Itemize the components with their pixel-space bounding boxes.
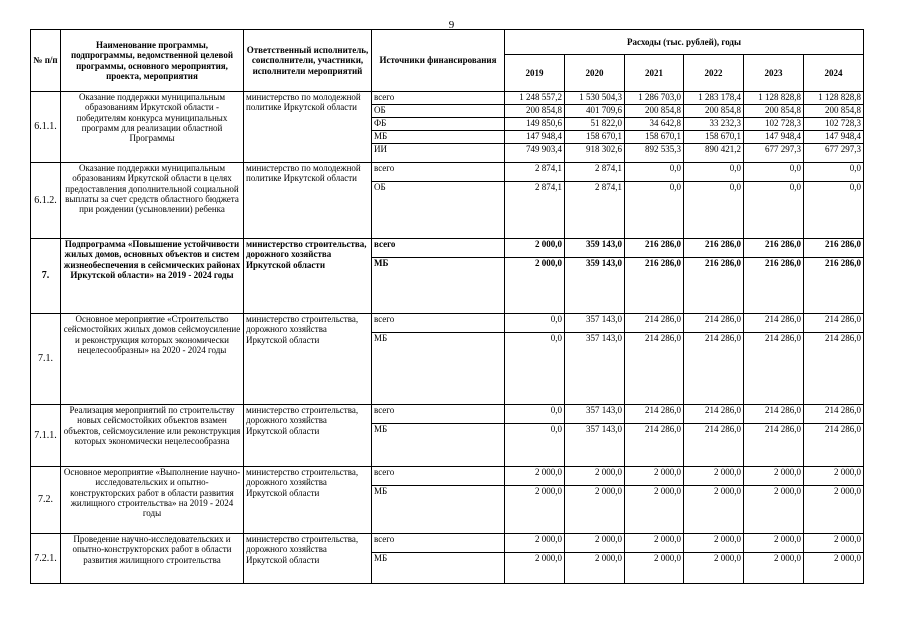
responsible-executor: министерство строительства, дорожного хозяйства Иркутской области [244, 405, 372, 467]
funding-source: ФБ [372, 118, 505, 131]
expense-value: 0,0 [505, 424, 565, 467]
header-year: 2023 [744, 55, 804, 92]
item-name: Основное мероприятие «Строительство сейсмостойких жилых домов сейсмоусиление и реконструкция которых экономически нецелесообразны» на 2020 - 2024 годы [61, 314, 244, 405]
expense-value: 158 670,1 [684, 131, 744, 144]
expense-value: 33 232,3 [684, 118, 744, 131]
expense-value: 214 286,0 [804, 333, 864, 405]
expense-value: 1 248 557,2 [505, 92, 565, 105]
header-responsible: Ответственный исполнитель, соисполнители, участники, исполнители мероприятий [244, 30, 372, 92]
expense-value: 200 854,8 [625, 105, 684, 118]
header-year: 2020 [565, 55, 625, 92]
expense-value: 0,0 [505, 405, 565, 424]
expense-value: 2 000,0 [505, 553, 565, 584]
expense-value: 1 286 703,0 [625, 92, 684, 105]
header-year: 2019 [505, 55, 565, 92]
item-name: Оказание поддержки муниципальным образованиям Иркутской области в целях предоставления дополнительной социальной выплаты за счет средств областного бюджета при рождении (усыновлении) ребенка [61, 163, 244, 239]
funding-source: всего [372, 405, 505, 424]
expense-value: 214 286,0 [625, 405, 684, 424]
responsible-executor: министерство по молодежной политике Иркутской области [244, 163, 372, 239]
expense-value: 2 000,0 [625, 534, 684, 553]
table-row [31, 314, 864, 333]
expense-value: 2 000,0 [744, 486, 804, 534]
expense-value: 2 000,0 [804, 486, 864, 534]
responsible-executor: министерство строительства, дорожного хозяйства Иркутской области [244, 314, 372, 405]
expense-value: 200 854,8 [804, 105, 864, 118]
funding-source: МБ [372, 258, 505, 314]
expense-value: 2 000,0 [625, 486, 684, 534]
expense-value: 2 000,0 [505, 239, 565, 258]
expense-value: 2 000,0 [744, 553, 804, 584]
expense-value: 200 854,8 [684, 105, 744, 118]
item-name: Оказание поддержки муниципальным образованиям Иркутской области - победителям конкурса муниципальных программ для реализации областной Программы [61, 92, 244, 163]
expense-value: 0,0 [744, 182, 804, 239]
table-row [31, 92, 864, 105]
item-number: 6.1.1. [31, 92, 61, 163]
expense-value: 214 286,0 [804, 424, 864, 467]
expense-value: 214 286,0 [744, 314, 804, 333]
expense-value: 214 286,0 [804, 405, 864, 424]
expense-value: 147 948,4 [744, 131, 804, 144]
expense-value: 216 286,0 [804, 239, 864, 258]
table-row [31, 534, 864, 553]
expense-value: 214 286,0 [625, 314, 684, 333]
responsible-executor: министерство строительства, дорожного хозяйства Иркутской области [244, 467, 372, 534]
funding-source: всего [372, 467, 505, 486]
expense-value: 0,0 [684, 182, 744, 239]
expense-value: 2 874,1 [505, 163, 565, 182]
expense-value: 200 854,8 [505, 105, 565, 118]
expense-value: 359 143,0 [565, 258, 625, 314]
table-row [31, 163, 864, 182]
expense-value: 34 642,8 [625, 118, 684, 131]
expense-value: 890 421,2 [684, 144, 744, 163]
expense-value: 2 000,0 [804, 534, 864, 553]
expense-value: 216 286,0 [804, 258, 864, 314]
expense-value: 102 728,3 [804, 118, 864, 131]
table-row [31, 239, 864, 258]
expense-value: 2 000,0 [744, 534, 804, 553]
expense-value: 216 286,0 [625, 239, 684, 258]
expense-value: 2 000,0 [565, 486, 625, 534]
expense-value: 2 000,0 [625, 553, 684, 584]
expense-value: 677 297,3 [804, 144, 864, 163]
header-year: 2021 [625, 55, 684, 92]
expense-value: 216 286,0 [744, 258, 804, 314]
expense-value: 0,0 [505, 333, 565, 405]
expense-value: 214 286,0 [625, 333, 684, 405]
funding-source: ОБ [372, 182, 505, 239]
expense-value: 200 854,8 [744, 105, 804, 118]
expense-value: 149 850,6 [505, 118, 565, 131]
expense-value: 214 286,0 [684, 424, 744, 467]
expense-value: 214 286,0 [684, 314, 744, 333]
funding-source: МБ [372, 131, 505, 144]
page-number: 9 [448, 19, 455, 31]
expense-value: 1 128 828,8 [804, 92, 864, 105]
header-year: 2022 [684, 55, 744, 92]
expense-value: 147 948,4 [505, 131, 565, 144]
funding-source: МБ [372, 424, 505, 467]
expense-value: 357 143,0 [565, 333, 625, 405]
item-number: 7. [31, 239, 61, 314]
expense-value: 51 822,0 [565, 118, 625, 131]
funding-source: МБ [372, 553, 505, 584]
expense-value: 216 286,0 [625, 258, 684, 314]
header-name: Наименование программы, подпрограммы, ведомственной целевой программы, основного мероприятия, проекта, мероприятия [61, 30, 244, 92]
funding-source: всего [372, 163, 505, 182]
responsible-executor: министерство строительства, дорожного хозяйства Иркутской области [244, 534, 372, 584]
expense-value: 0,0 [505, 314, 565, 333]
funding-source: всего [372, 534, 505, 553]
expense-value: 2 000,0 [505, 486, 565, 534]
expense-value: 214 286,0 [744, 405, 804, 424]
expense-value: 0,0 [804, 182, 864, 239]
expense-value: 677 297,3 [744, 144, 804, 163]
table-row [31, 467, 864, 486]
funding-source: всего [372, 239, 505, 258]
expense-value: 0,0 [625, 163, 684, 182]
item-name: Проведение научно-исследовательских и опытно-конструкторских работ в области развития жилищного строительства [61, 534, 244, 584]
header-num: № п/п [31, 30, 61, 92]
funding-source: ОБ [372, 105, 505, 118]
expense-value: 357 143,0 [565, 405, 625, 424]
expense-value: 216 286,0 [744, 239, 804, 258]
funding-source: всего [372, 314, 505, 333]
header-year: 2024 [804, 55, 864, 92]
expense-value: 2 000,0 [684, 534, 744, 553]
expense-value: 1 128 828,8 [744, 92, 804, 105]
expense-value: 2 000,0 [804, 553, 864, 584]
expense-value: 2 000,0 [744, 467, 804, 486]
expense-value: 214 286,0 [684, 333, 744, 405]
expense-value: 892 535,3 [625, 144, 684, 163]
expense-value: 102 728,3 [744, 118, 804, 131]
item-name: Реализация мероприятий по строительству новых сейсмостойких объектов взамен объектов, сейсмоусиление или реконструкция которых экономически нецелесообразна [61, 405, 244, 467]
funding-source: всего [372, 92, 505, 105]
item-number: 6.1.2. [31, 163, 61, 239]
expense-value: 214 286,0 [625, 424, 684, 467]
funding-source: МБ [372, 333, 505, 405]
expense-value: 2 874,1 [505, 182, 565, 239]
expense-value: 2 000,0 [565, 553, 625, 584]
funding-source: МБ [372, 486, 505, 534]
expense-value: 158 670,1 [625, 131, 684, 144]
expense-value: 0,0 [744, 163, 804, 182]
item-number: 7.2. [31, 467, 61, 534]
responsible-executor: министерство строительства, дорожного хозяйства Иркутской области [244, 239, 372, 314]
expense-value: 214 286,0 [804, 314, 864, 333]
expense-value: 359 143,0 [565, 239, 625, 258]
item-name: Основное мероприятие «Выполнение научно-исследовательских и опытно-конструкторских работ в области развития жилищного строительства» на 2019 - 2024 годы [61, 467, 244, 534]
table-row [31, 405, 864, 424]
expense-value: 401 709,6 [565, 105, 625, 118]
expense-value: 158 670,1 [565, 131, 625, 144]
expense-value: 357 143,0 [565, 424, 625, 467]
expense-value: 2 000,0 [684, 467, 744, 486]
expense-value: 749 903,4 [505, 144, 565, 163]
header-sources: Источники финансирования [372, 30, 505, 92]
header-expenses: Расходы (тыс. рублей), годы [505, 30, 864, 55]
expense-value: 0,0 [625, 182, 684, 239]
expense-value: 1 283 178,4 [684, 92, 744, 105]
expense-value: 0,0 [804, 163, 864, 182]
funding-source: ИИ [372, 144, 505, 163]
expense-value: 2 000,0 [565, 467, 625, 486]
expense-value: 214 286,0 [744, 424, 804, 467]
expense-value: 2 000,0 [505, 467, 565, 486]
expense-value: 357 143,0 [565, 314, 625, 333]
item-name: Подпрограмма «Повышение устойчивости жилых домов, основных объектов и систем жизнеобеспечения в сейсмических районах Иркутской области» на 2019 - 2024 годы [61, 239, 244, 314]
expense-value: 1 530 504,3 [565, 92, 625, 105]
expense-value: 2 000,0 [804, 467, 864, 486]
expense-value: 216 286,0 [684, 258, 744, 314]
expense-value: 2 000,0 [625, 467, 684, 486]
expense-value: 214 286,0 [684, 405, 744, 424]
expense-value: 214 286,0 [744, 333, 804, 405]
expense-value: 2 000,0 [505, 534, 565, 553]
expense-value: 2 874,1 [565, 163, 625, 182]
item-number: 7.1. [31, 314, 61, 405]
expense-value: 216 286,0 [684, 239, 744, 258]
expense-value: 918 302,6 [565, 144, 625, 163]
expense-value: 0,0 [684, 163, 744, 182]
expense-value: 2 000,0 [684, 486, 744, 534]
item-number: 7.1.1. [31, 405, 61, 467]
expense-value: 2 000,0 [505, 258, 565, 314]
expense-value: 2 000,0 [565, 534, 625, 553]
item-number: 7.2.1. [31, 534, 61, 584]
responsible-executor: министерство по молодежной политике Иркутской области [244, 92, 372, 163]
budget-table [30, 29, 864, 584]
expense-value: 2 874,1 [565, 182, 625, 239]
expense-value: 147 948,4 [804, 131, 864, 144]
expense-value: 2 000,0 [684, 553, 744, 584]
